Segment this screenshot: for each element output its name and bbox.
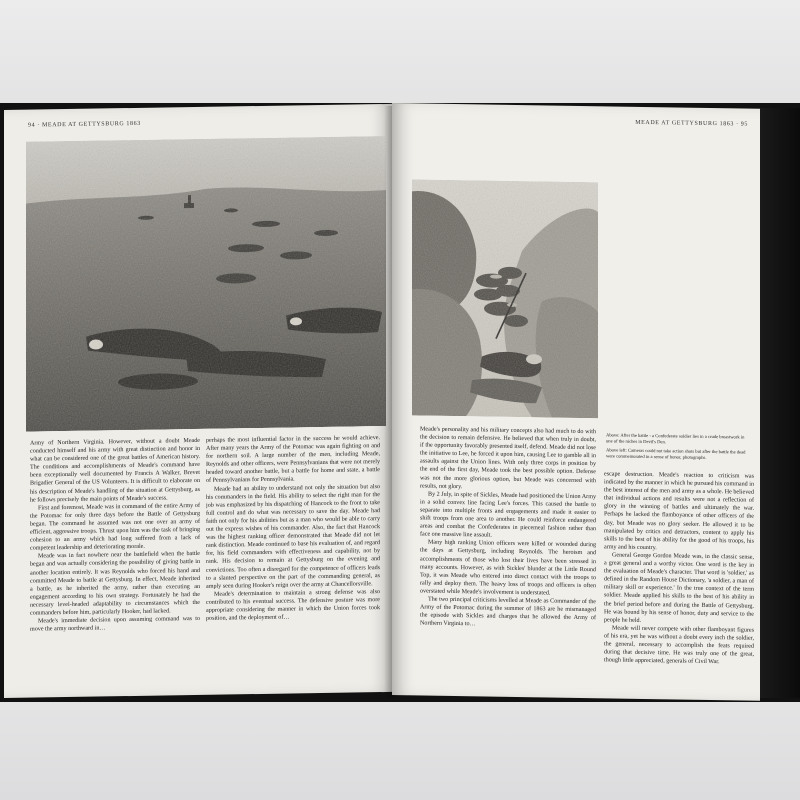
battlefield-photo [26, 136, 386, 432]
table-background-bottom [0, 702, 800, 800]
paragraph: Many high ranking Union officers were killed or wounded during the days at Gettysburg, including Reynolds. The heroism and accomplishments of those who lost their lives have been stressed in many accounts. However, as with Sickles' blunder at the Little Round Top, it was Meade who entered into direct contact with the troops to rally and deploy them. The heavy loss of troops and officers is often overstated while Meade's involvement is understated. [420, 539, 596, 597]
table-background-top [0, 0, 800, 108]
left-page [4, 104, 392, 698]
paragraph: Meade had an ability to understand not only the situation but also his commanders in the field. His ability to select the right man for the job was emphasized by his dispatching of Hancock to the front to take full control and do what was necessary to save the day. Meade had faith not only for his abilities but as a man who would be able to carry out the express wishes of his commander. Also, the fact that Hancock was the highest ranking officer demonstrated that Meade did not let rank distinction. Meade continued to base his evaluation of, and regard for, his field commanders with effectiveness and capability, not by rank. His decision to remain at Gettysburg on the evening and convictions. Too often a disregard for the competence of officers leads to a slanted perspective on the part of the commanding general, as amply seen during Hooker's reign over the army at Chancellorsville. [206, 483, 380, 590]
left-column-2 [206, 434, 380, 695]
right-page [392, 103, 760, 701]
paragraph: escape destruction. Meade's reaction to criticism was indicated by the manner in which he pursued his command in the best interest of the men and army as a whole. He believed that individual actions and results were not a reflection of glory in the winning of battles and ultimately the war. Perhaps he lacked the flamboyance of other officers of the day, but Meade was no glory seeker. He allowed it to be manipulated by critics and detractors, content to apply his skills to the best of his ability for the good of his troops, his army and his country. [604, 471, 754, 552]
paragraph: Army of Northern Virginia. However, without a doubt Meade conducted himself and his army with great distinction and honor in what can be considered one of the great battles of American history. The conditions and accomplishments of Meade's command have been exceptionally well documented by Francis A Walker, Brevet Brigadier General of the US Volunteers. It is difficult to elaborate on his description of Meade's handling of the situation at Gettysburg, as he follows precisely the main points of Meade's success. [30, 437, 200, 504]
devils-den-photo-image [412, 179, 598, 418]
battlefield-photo-image [26, 136, 386, 432]
right-running-head: MEADE AT GETTYSBURG 1863 · 95 [635, 119, 748, 128]
devils-den-photo [412, 179, 598, 418]
paragraph: By 2 July, in spite of Sickles, Meade had positioned the Union Army in a solid convex line facing Lee's forces. This caused the battle to separate into multiple fronts and engagements and made it easier to shift troops from one area to another. He could reinforce endangered areas and combat the Confederates in piecemeal fashion rather than face one massive line assault. [420, 491, 596, 539]
right-column-2 [604, 470, 754, 698]
paragraph: Meade's determination to maintain a strong defense was also contributed to his eventual success. The defensive posture was more appropriate considering the manner in which the Union forces took position, and the deployment of… [206, 588, 380, 622]
paragraph: First and foremost, Meade was in command of the entire Army of the Potomac for only three days before the Battle of Gettysburg began. The command he assumed was not one over an army of efficient, aggressive troops. Thrust upon him was the task of bringing cohesion to an army which had long suffered from a lack of competent leadership and deteriorating morale. [30, 502, 200, 552]
paragraph: The two principal criticisms levelled at Meade as Commander of the Army of the Potomac during the summer of 1863 are he mismanaged the episode with Sickles and charges that he allowed the Army of Northern Virginia to… [420, 596, 596, 628]
paragraph: Meade was in fact nowhere near the battlefield when the battle began and was actually considering the possibility of giving battle in another location entirely. It was Reynolds who forced his hand and committed Meade to battle at Gettysburg. In effect, Meade inherited a battle, as he inherited the army, rather than executing an engagement according to his own strategy. Fortunately he had the necessary level-headed adaptability to circumstances which the commanders before him, particularly Hooker, had lacked. [30, 551, 200, 617]
book-cover-edge [760, 108, 800, 698]
caption-above: Above: After the battle - a Confederate soldier lies in a crude breastwork in one of the niches in Devil's Den. [606, 432, 745, 445]
paragraph: Meade's personality and his military concepts also had much to do with the decision to remain defensive. He believed that when truly in doubt, if the opportunity favorably presented itself, defend. Meade did not lose the initiative to Lee, he forced it upon him, causing Lee to gamble all in assaults against the Union lines. With only three corps in position by the end of the first day, Meade took the best possible option. Defense was not the more glorious option, but Meade was concerned with results, not glory. [420, 426, 596, 490]
photo-captions [606, 432, 752, 464]
left-running-head: 94 · MEADE AT GETTYSBURG 1863 [28, 120, 141, 129]
paragraph: General George Gordon Meade was, in the classic sense, a great general and a worthy victor. One word is the key in the evaluation of Meade's character. That word is 'soldier,' as defined in the Random House Dictionary, 'a soldier, a man of military skill or experience.' In the true context of the term soldier. Meade applied his skills to the best of his ability in the brief period before and during the Battle of Gettysburg. He was bound by his sense of honor, duty and service to the people he held. [604, 552, 754, 624]
paragraph: Meade will never compete with other flamboyant figures of his era, yet he was without a doubt every inch the soldier, the general, necessary to accomplish the feats required during that decisive time. He was truly one of the great, though little appreciated, generals of Civil War. [604, 625, 754, 666]
right-column-1 [420, 425, 596, 696]
left-column-1 [30, 437, 200, 698]
caption-above-left: Above left: Cameras could not take action shots but after the battle the dead were commemorated in a sense of honor, photographs. [606, 447, 746, 460]
paragraph: Meade's immediate decision upon assuming command was to move the army northward in… [30, 615, 200, 633]
paragraph: perhaps the most influential factor in the success he would achieve. After many years the Army of the Potomac was again fighting on and for northern soil. A large number of the men, including Meade, Reynolds and other officers, were Pennsylvanians that were not merely headed toward another battle, but a battle for home and state, a battle of Pennsylvanians for Pennsylvania. [206, 435, 380, 485]
